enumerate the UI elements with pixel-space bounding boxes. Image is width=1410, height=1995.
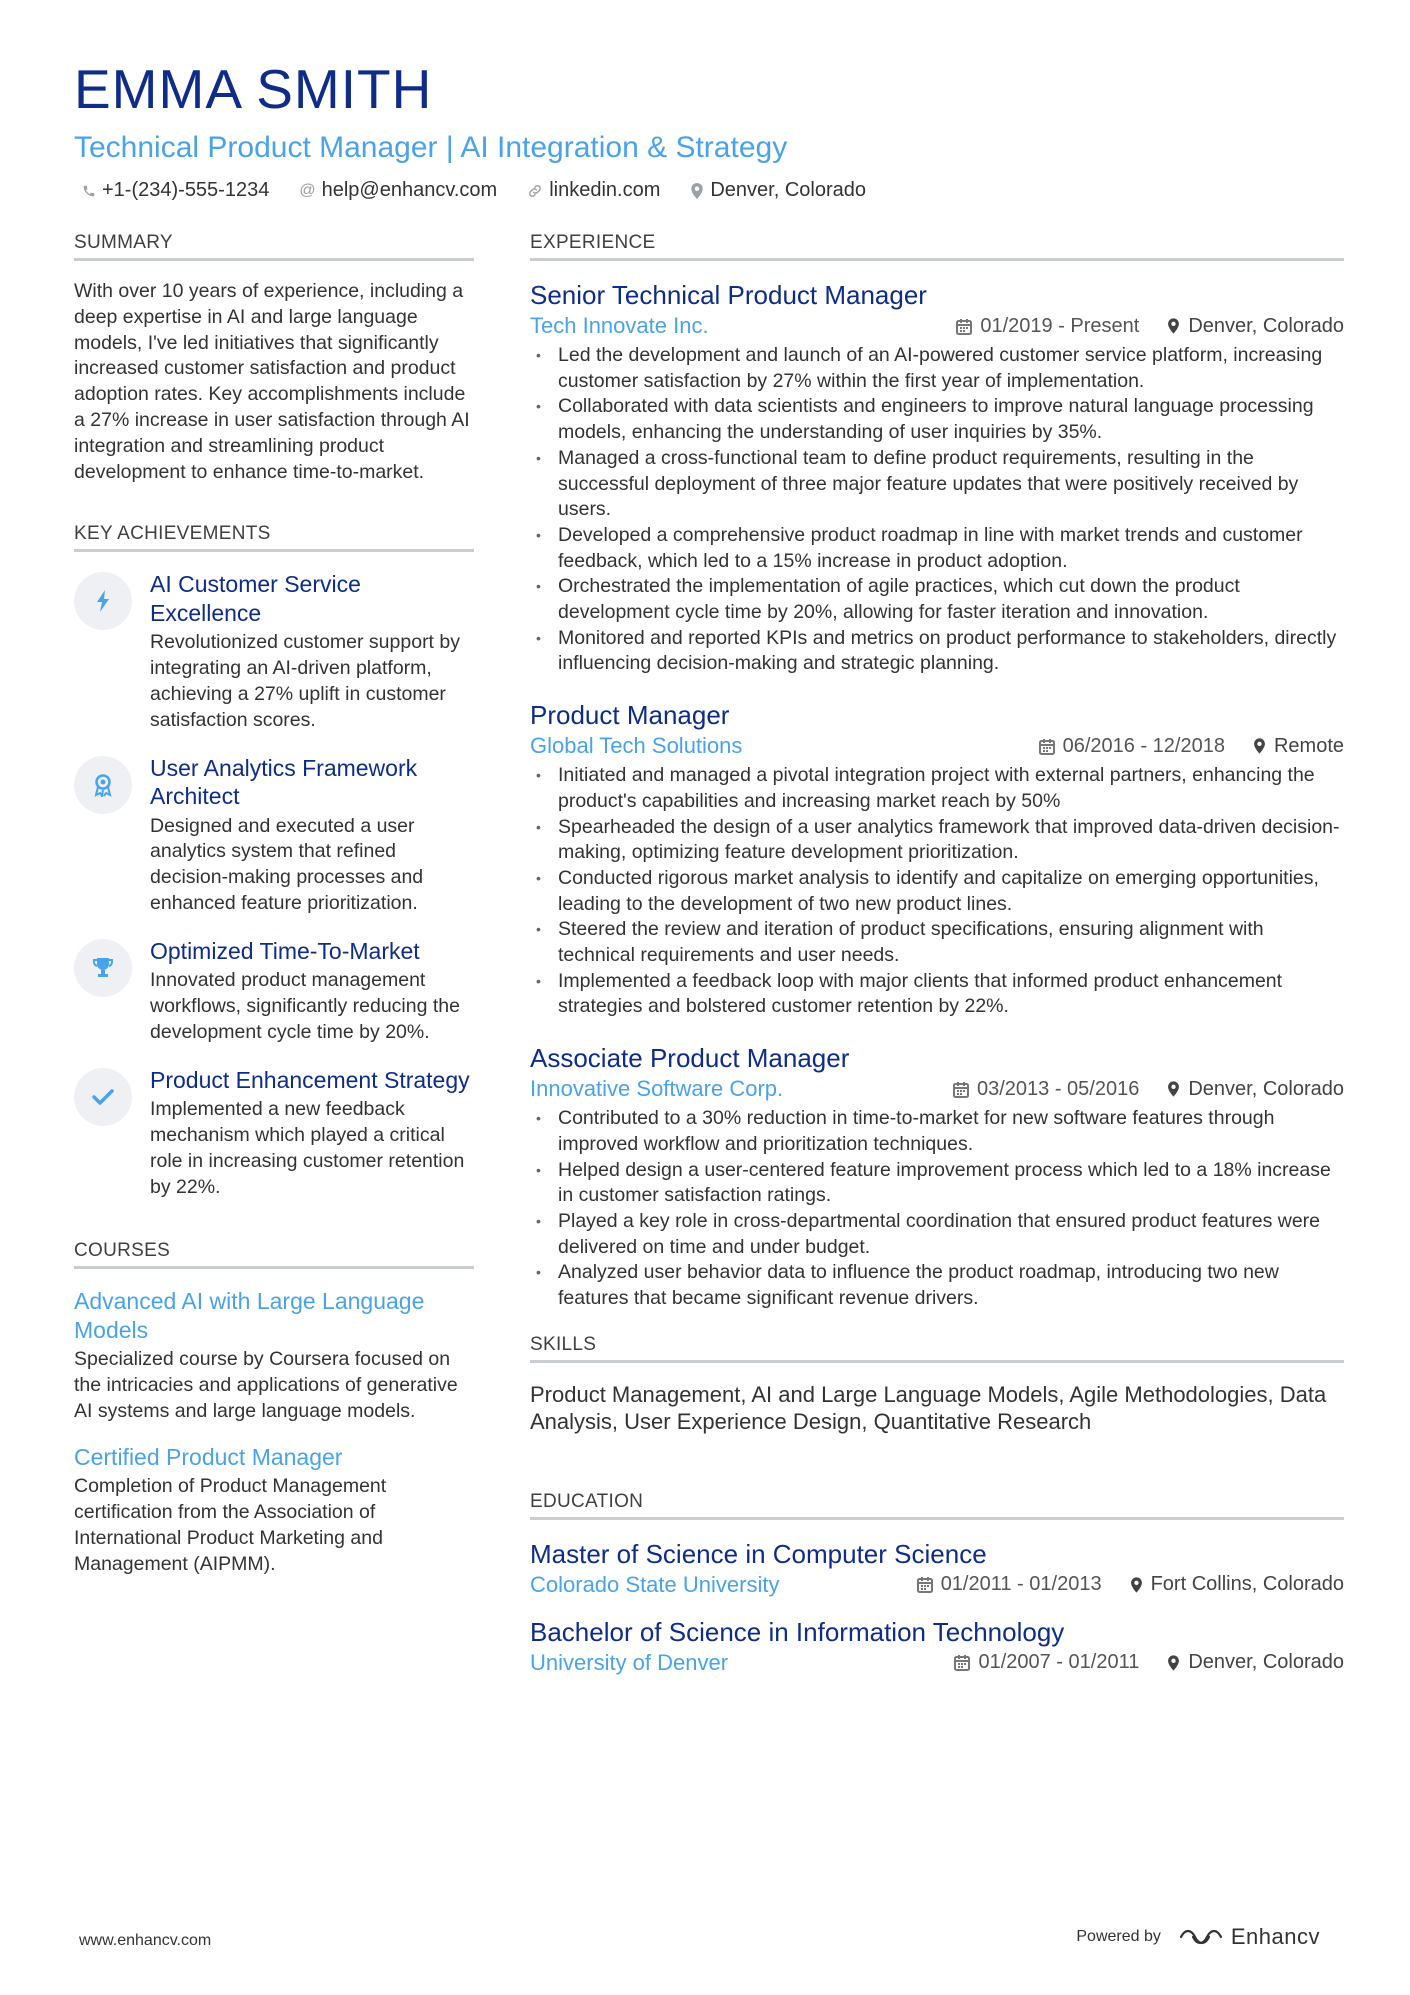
location-pin-icon [1167, 1655, 1180, 1671]
school-name: Colorado State University [530, 1571, 780, 1597]
trophy-icon [74, 939, 132, 997]
achievement-desc: Revolutionized customer support by integrating an AI-driven platform, achieving a 27% uplift in customer satisfaction scores. [150, 631, 460, 731]
job-entry [530, 279, 1344, 677]
achievement-desc: Designed and executed a user analytics system that refined decision-making processes and enhanced feature prioritization. [150, 814, 424, 914]
contact-linkedin[interactable] [527, 179, 660, 202]
courses-heading: COURSES [74, 1240, 474, 1269]
job-meta [530, 1076, 1344, 1102]
achievement-title: Optimized Time-To-Market [150, 937, 420, 964]
location-text: Fort Collins, Colorado [1150, 1573, 1344, 1596]
contact-phone[interactable] [82, 179, 269, 202]
date-text: 01/2019 - Present [980, 314, 1140, 337]
job-bullets [530, 1106, 1344, 1312]
achievement-item [74, 754, 474, 917]
candidate-title: Technical Product Manager | AI Integration & Strategy [74, 131, 788, 164]
job-bullet: • Implemented a feedback loop with major clients that informed product enhancement strategies and bolstered customer retention by 22%. [530, 969, 1344, 1020]
job-bullet: • Initiated and managed a pivotal integration project with external partners, enhancing the product's capabilities and increasing market reach by 50% [530, 763, 1344, 814]
footer-branding [1076, 1924, 1320, 1950]
at-icon: @ [299, 181, 316, 199]
achievement-item [74, 937, 474, 1046]
achievement-item [74, 1066, 474, 1201]
job-title: Senior Technical Product Manager [530, 280, 927, 310]
powered-by-text: Powered by [1076, 1928, 1161, 1945]
job-title: Product Manager [530, 700, 730, 731]
check-icon [74, 1068, 132, 1126]
date-range [954, 1651, 1139, 1674]
award-icon [74, 756, 132, 814]
email-text: help@enhancv.com [321, 179, 498, 201]
company-name: Tech Innovate Inc. [530, 313, 709, 338]
location-text: Denver, Colorado [1188, 1651, 1344, 1674]
candidate-name: EMMA SMITH [74, 58, 433, 120]
company-name: Global Tech Solutions [530, 733, 743, 759]
job-bullets [530, 763, 1344, 1020]
date-range [1039, 735, 1225, 758]
location-text: Denver, Colorado [1188, 1077, 1344, 1100]
achievement-title: Product Enhancement Strategy [150, 1066, 470, 1093]
course-desc: Specialized course by Coursera focused on the intricacies and applications of generative AI systems and large language models. [74, 1348, 458, 1422]
job-bullet: • Developed a comprehensive product roadmap in line with market trends and customer feedback, which led to a 15% increase in product adoption. [530, 523, 1344, 574]
location-text: Denver, Colorado [1188, 314, 1344, 337]
date-text: 01/2011 - 01/2013 [940, 1573, 1102, 1596]
location [1167, 315, 1344, 338]
right-column [530, 232, 1344, 1694]
job-bullet: • Spearheaded the design of a user analytics framework that improved data-driven decision-making, optimizing feature development prioritization. [530, 815, 1344, 866]
meta-info [953, 1078, 1344, 1101]
job-bullet: • Monitored and reported KPIs and metrics on product performance to stakeholders, directly influencing decision-making and strategic planning. [530, 626, 1344, 677]
date-text: 01/2007 - 01/2011 [978, 1651, 1140, 1674]
job-bullet: • Conducted rigorous market analysis to identify and capitalize on emerging opportunities, leading to the development of two new product lines. [530, 866, 1344, 917]
degree-title: Bachelor of Science in Information Technology [530, 1616, 1065, 1647]
job-bullet: • Contributed to a 30% reduction in time-to-market for new software features through improved workflow and prioritization techniques. [530, 1106, 1344, 1157]
date-text: 03/2013 - 05/2016 [976, 1077, 1140, 1100]
achievement-title: AI Customer Service Excellence [150, 571, 361, 626]
skills-heading: SKILLS [530, 1334, 1344, 1363]
link-icon [527, 183, 543, 199]
location-text: Remote [1273, 734, 1344, 757]
education-entry [530, 1538, 1344, 1598]
calendar-icon [1039, 738, 1055, 755]
phone-text: +1-(234)-555-1234 [102, 179, 270, 201]
location-pin-icon [1253, 738, 1266, 754]
summary-text: With over 10 years of experience, including a deep expertise in AI and large language models, I've led initiatives that significantly increased customer satisfaction and product adoption rates. Key accomplishments include a 27% increase in user satisfaction through AI integration and streamlining product development to enhance time-to-market. [74, 280, 470, 483]
school-name: University of Denver [530, 1649, 729, 1675]
enhancv-logo[interactable] [1179, 1924, 1320, 1950]
course-title: Certified Product Manager [74, 1443, 343, 1470]
date-range [953, 1078, 1139, 1101]
job-bullet: • Orchestrated the implementation of agile practices, which cut down the product development cycle time by 20%, allowing for faster iteration and innovation. [530, 574, 1344, 625]
meta-info [1039, 735, 1344, 758]
contact-email[interactable] [299, 179, 497, 202]
resume-page [74, 58, 1344, 1694]
education-heading: EDUCATION [530, 1491, 1344, 1520]
education-entry [530, 1616, 1344, 1676]
experience-list [530, 279, 1344, 1312]
job-bullets [530, 343, 1344, 677]
calendar-icon [917, 1576, 933, 1593]
enhancv-logo-icon [1179, 1926, 1223, 1948]
course-desc: Completion of Product Management certification from the Association of International Product Marketing and Management (AIPMM). [74, 1475, 387, 1575]
location-pin-icon [1130, 1577, 1143, 1593]
date-range [956, 315, 1139, 338]
job-entry [530, 699, 1344, 1020]
degree-title: Master of Science in Computer Science [530, 1538, 987, 1569]
brand-name: Enhancv [1230, 1924, 1320, 1949]
achievement-desc: Implemented a new feedback mechanism which played a critical role in increasing customer retention by 22%. [150, 1098, 465, 1198]
experience-heading: EXPERIENCE [530, 232, 1344, 261]
phone-icon [82, 184, 96, 198]
achievement-desc: Innovated product management workflows, significantly reducing the development cycle time by 20%. [150, 969, 460, 1043]
job-entry [530, 1042, 1344, 1312]
summary-heading: SUMMARY [74, 232, 474, 261]
location [1167, 1651, 1344, 1674]
location [1253, 735, 1344, 758]
meta-info [954, 1651, 1344, 1674]
contact-location [690, 179, 866, 202]
location-pin-icon [1167, 1081, 1180, 1097]
contact-bar [74, 179, 1344, 202]
date-range [917, 1573, 1102, 1596]
lightning-icon [74, 572, 132, 630]
education-meta [530, 1650, 1344, 1676]
location-pin-icon [690, 183, 704, 199]
job-bullet: • Helped design a user-centered feature improvement process which led to a 18% increase in customer satisfaction ratings. [530, 1158, 1344, 1209]
job-meta [530, 313, 1344, 339]
achievement-title: User Analytics Framework Architect [150, 754, 418, 810]
education-list [530, 1538, 1344, 1676]
meta-info [917, 1573, 1344, 1596]
job-title: Associate Product Manager [530, 1043, 850, 1074]
footer-website[interactable]: www.enhancv.com [79, 1932, 212, 1949]
achievement-item [74, 570, 474, 733]
calendar-icon [953, 1081, 969, 1098]
job-bullet: • Collaborated with data scientists and engineers to improve natural language processing models, enhancing the understanding of user inquiries by 35%. [530, 394, 1344, 445]
calendar-icon [956, 318, 972, 335]
location [1167, 1078, 1344, 1101]
linkedin-text: linkedin.com [549, 179, 661, 201]
location-pin-icon [1167, 318, 1180, 334]
course-item [74, 1287, 474, 1424]
job-bullet: • Played a key role in cross-departmental coordination that ensured product features were delivered on time and under budget. [530, 1209, 1344, 1260]
meta-info [956, 315, 1344, 338]
job-meta [530, 733, 1344, 759]
job-bullet: • Steered the review and iteration of product specifications, ensuring alignment with technical requirements and user needs. [530, 917, 1344, 968]
achievements-heading: KEY ACHIEVEMENTS [74, 523, 474, 552]
calendar-icon [954, 1654, 970, 1671]
course-item [74, 1443, 474, 1578]
job-bullet: • Managed a cross-functional team to define product requirements, resulting in the successful deployment of three major feature updates that were positively received by users. [530, 446, 1344, 523]
job-bullet: • Led the development and launch of an AI-powered customer service platform, increasing customer satisfaction by 27% within the first year of implementation. [530, 343, 1344, 394]
course-title: Advanced AI with Large Language Models [74, 1288, 425, 1343]
education-meta [530, 1572, 1344, 1598]
date-text: 06/2016 - 12/2018 [1062, 734, 1225, 757]
location [1130, 1573, 1344, 1596]
job-bullet: • Analyzed user behavior data to influence the product roadmap, introducing two new features that became significant revenue drivers. [530, 1260, 1344, 1311]
company-name: Innovative Software Corp. [530, 1076, 784, 1102]
skills-text: Product Management, AI and Large Language Models, Agile Methodologies, Data Analysis, User Experience Design, Quantitative Research [530, 1381, 1327, 1434]
left-column [74, 232, 474, 1694]
location-text: Denver, Colorado [710, 179, 867, 201]
